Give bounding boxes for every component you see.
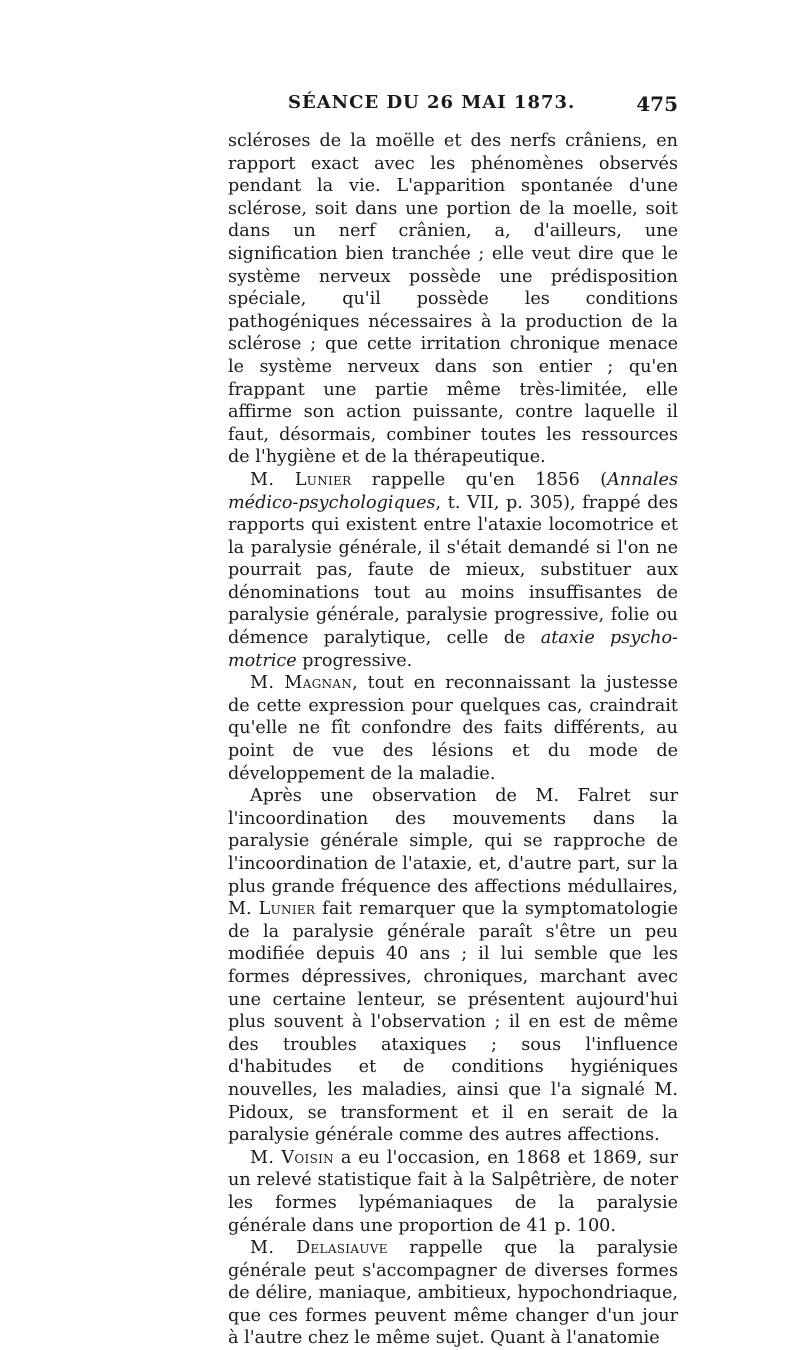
speaker-name: M. Lunier	[250, 469, 352, 490]
speaker-name: M. Delasiauve	[250, 1238, 388, 1259]
speaker-name: M. Magnan	[250, 673, 353, 694]
term-italic: ataxie psycho-motrice	[228, 628, 678, 671]
body-text	[228, 130, 678, 1350]
paragraph: M. Magnan, tout en reconnaissant la justesse de cette expression pour quelques cas, craindrait qu'elle ne fît confondre des faits différents, au point de vue des lésions et du mode de développement de la maladie.	[228, 673, 678, 784]
speaker-name: M. Voisin	[250, 1147, 334, 1168]
paragraph: Après une observation de M. Falret sur l'incoordination des mouvements dans la paralysie générale simple, qui se rapproche de l'incoordination de l'ataxie, et, d'autre part, sur la plus grande fréquence des affections médullaires, M. Lunier fait remarquer que la symptomatologie de la paralysie générale paraît s'être un peu modifiée depuis 40 ans ; il lui semble que les formes dépressives, chroniques, marchant avec une certaine lenteur, se présentent aujourd'hui plus souvent à l'observation ; il en est de même des troubles ataxiques ; sous l'influence d'habitudes et de conditions hygiéniques nouvelles, les maladies, ainsi que l'a signalé M. Pidoux, se transforment et il en serait de la paralysie générale comme des autres affections.	[228, 786, 678, 1146]
paragraph: M. Delasiauve rappelle que la paralysie générale peut s'accompagner de diverses formes de délire, maniaque, ambitieux, hypochondriaque, que ces formes peuvent même changer d'un jour à l'autre chez le même sujet. Quant à l'anatomie	[228, 1238, 678, 1349]
speaker-name: Lunier	[258, 899, 316, 920]
citation-title: Annales médico-psychologiques	[228, 469, 679, 513]
page-header	[228, 92, 678, 118]
paragraph: M. Voisin a eu l'occasion, en 1868 et 1869, sur un relevé statistique fait à la Salpêtrière, de noter les formes lypémaniaques de la paralysie générale dans une proportion de 41 p. 100.	[228, 1147, 678, 1236]
paragraph: scléroses de la moëlle et des nerfs crâniens, en rapport exact avec les phénomènes observés pendant la vie. L'apparition spontanée d'une sclérose, soit dans une portion de la moelle, soit dans un nerf crânien, a, d'ailleurs, une signification bien tranchée ; elle veut dire que le système nerveux possède une prédisposition spéciale, qu'il possède les conditions pathogéniques nécessaires à la production de la sclérose ; que cette irritation chronique menace le système nerveux dans son entier ; qu'en frappant une partie même très-limitée, elle affirme son action puissante, contre laquelle il faut, désormais, combiner toutes les ressources de l'hygiène et de la thérapeutique.	[228, 131, 678, 468]
running-head: SÉANCE DU 26 MAI 1873.	[288, 92, 576, 113]
paragraph: M. Lunier rappelle qu'en 1856 (Annales médico-psychologiques, t. VII, p. 305), frappé des rapports qui existent entre l'ataxie locomotrice et la paralysie générale, il s'était demandé si l'on ne pourrait pas, faute de mieux, substituer aux dénominations tout au moins insuffisantes de paralysie générale, paralysie progressive, folie ou démence paralytique, celle de ataxie psycho-motrice progressive.	[228, 469, 679, 671]
page-number: 475	[636, 92, 678, 116]
